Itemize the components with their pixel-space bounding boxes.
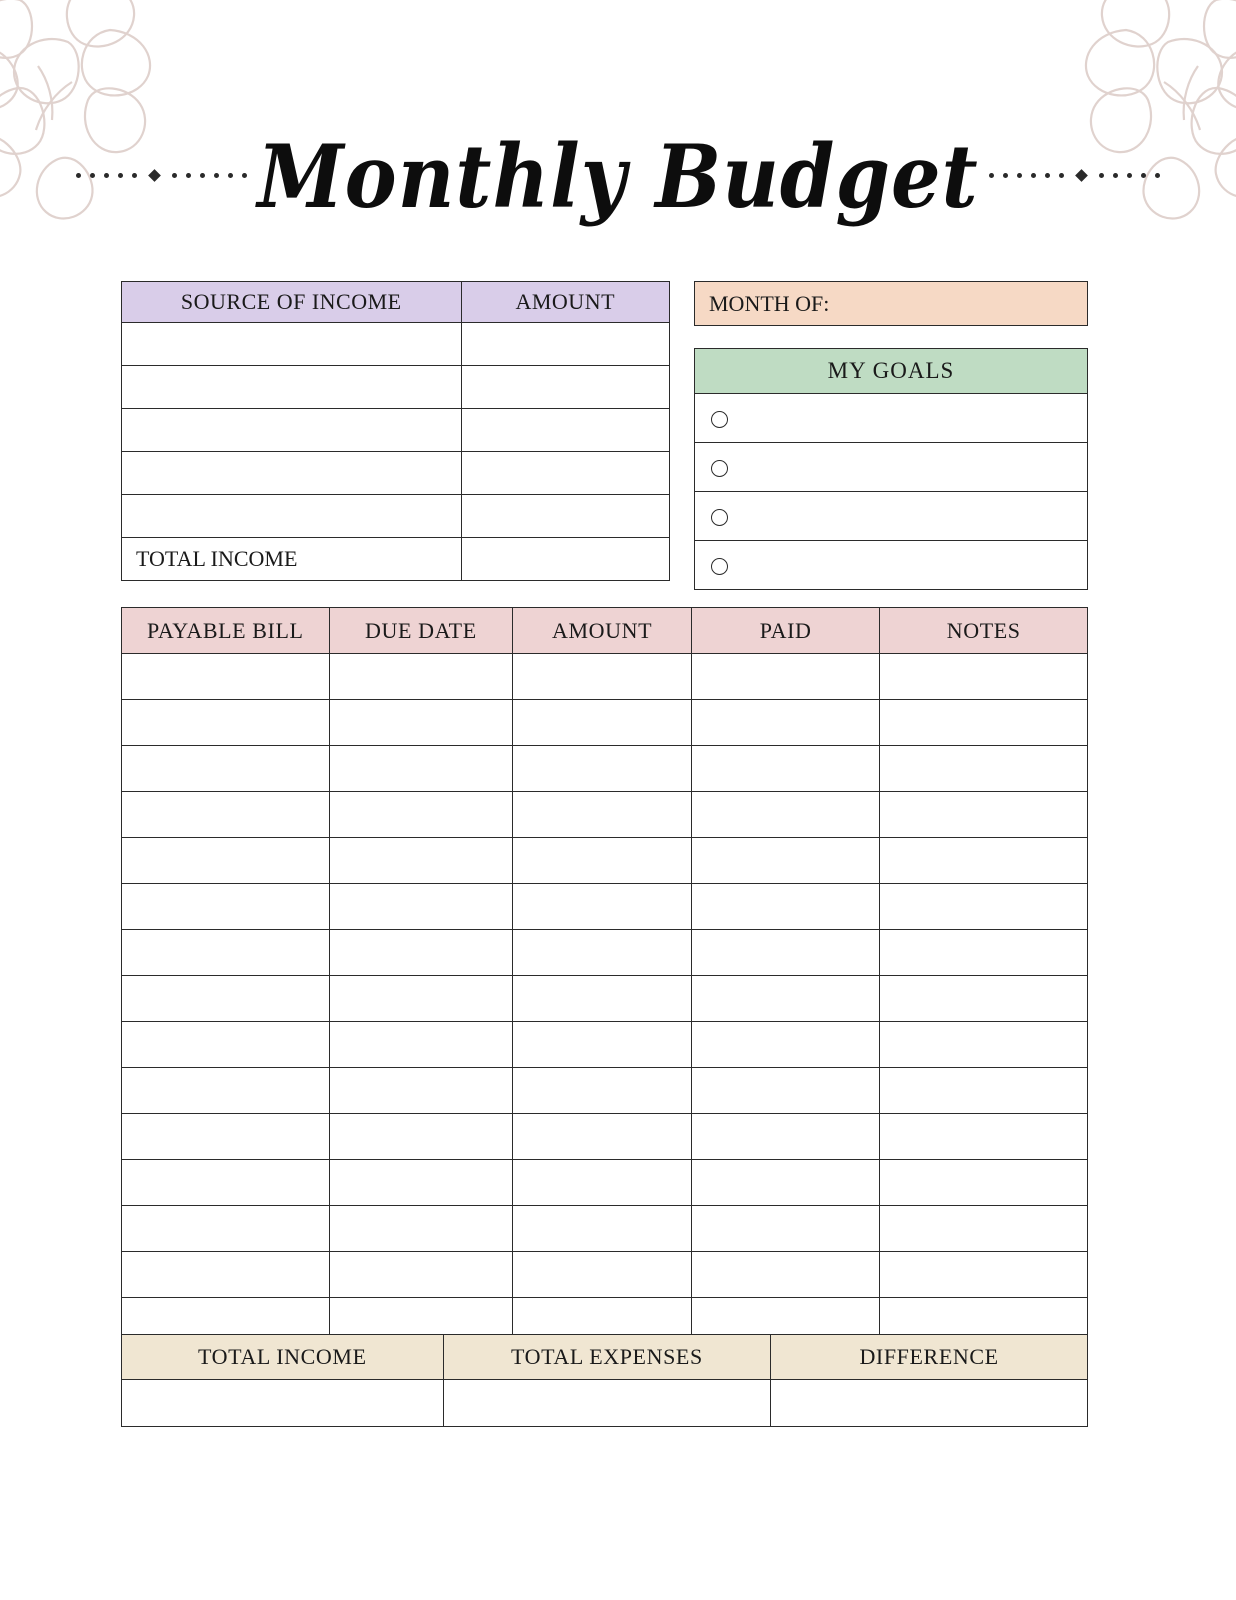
bill-notes-cell[interactable]	[880, 1160, 1088, 1206]
bill-paid-cell[interactable]	[691, 838, 879, 884]
income-amount-cell[interactable]	[461, 409, 669, 452]
bill-amount-cell[interactable]	[513, 1022, 692, 1068]
month-of-row	[695, 282, 1088, 326]
bill-name-cell[interactable]	[122, 1206, 330, 1252]
income-source-cell[interactable]	[122, 452, 462, 495]
bills-header-row	[122, 608, 1088, 654]
summary-difference-value[interactable]	[771, 1380, 1088, 1427]
bill-amount-cell[interactable]	[513, 838, 692, 884]
income-amount-cell[interactable]	[461, 495, 669, 538]
table-row	[122, 1068, 1088, 1114]
bill-amount-cell[interactable]	[513, 654, 692, 700]
table-row	[122, 452, 670, 495]
bill-notes-cell[interactable]	[880, 1206, 1088, 1252]
bill-paid-cell[interactable]	[691, 700, 879, 746]
bill-notes-cell[interactable]	[880, 700, 1088, 746]
bill-amount-cell[interactable]	[513, 1160, 692, 1206]
bill-paid-cell[interactable]	[691, 1206, 879, 1252]
bill-name-cell[interactable]	[122, 1252, 330, 1298]
income-total-value[interactable]	[461, 538, 669, 581]
bill-due-date-cell[interactable]	[329, 1252, 513, 1298]
goal-checkbox-circle-icon[interactable]	[711, 411, 728, 428]
table-row	[122, 1160, 1088, 1206]
summary-col-total-income: TOTAL INCOME	[122, 1335, 444, 1380]
bill-paid-cell[interactable]	[691, 930, 879, 976]
bill-name-cell[interactable]	[122, 700, 330, 746]
bill-amount-cell[interactable]	[513, 930, 692, 976]
bill-due-date-cell[interactable]	[329, 1160, 513, 1206]
bills-col-amount: AMOUNT	[513, 608, 692, 654]
bill-name-cell[interactable]	[122, 746, 330, 792]
income-table	[121, 281, 670, 581]
bill-due-date-cell[interactable]	[329, 1206, 513, 1252]
bill-amount-cell[interactable]	[513, 1206, 692, 1252]
bill-due-date-cell[interactable]	[329, 1022, 513, 1068]
bill-due-date-cell[interactable]	[329, 884, 513, 930]
page-title: Monthly Budget	[257, 126, 979, 229]
bill-notes-cell[interactable]	[880, 1114, 1088, 1160]
table-row	[122, 1206, 1088, 1252]
bill-notes-cell[interactable]	[880, 792, 1088, 838]
table-row	[122, 976, 1088, 1022]
income-source-cell[interactable]	[122, 323, 462, 366]
table-row	[122, 884, 1088, 930]
goal-cell[interactable]	[695, 443, 1088, 492]
bill-paid-cell[interactable]	[691, 1022, 879, 1068]
bill-due-date-cell[interactable]	[329, 1114, 513, 1160]
bill-notes-cell[interactable]	[880, 1252, 1088, 1298]
bill-due-date-cell[interactable]	[329, 930, 513, 976]
list-item	[695, 492, 1088, 541]
bill-due-date-cell[interactable]	[329, 792, 513, 838]
table-row	[122, 366, 670, 409]
month-of-label[interactable]: MONTH OF:	[695, 282, 1088, 326]
table-row	[122, 930, 1088, 976]
income-source-cell[interactable]	[122, 409, 462, 452]
bill-amount-cell[interactable]	[513, 1068, 692, 1114]
table-row	[122, 654, 1088, 700]
bills-col-notes: NOTES	[880, 608, 1088, 654]
table-row	[122, 1252, 1088, 1298]
bill-notes-cell[interactable]	[880, 1022, 1088, 1068]
month-of-box	[694, 281, 1088, 326]
table-row	[122, 746, 1088, 792]
summary-total-income-value[interactable]	[122, 1380, 444, 1427]
summary-table	[121, 1334, 1088, 1427]
bill-due-date-cell[interactable]	[329, 838, 513, 884]
bill-name-cell[interactable]	[122, 884, 330, 930]
income-total-row	[122, 538, 670, 581]
bills-col-due-date: DUE DATE	[329, 608, 513, 654]
table-row	[122, 409, 670, 452]
list-item	[695, 541, 1088, 590]
income-header-row	[122, 282, 670, 323]
table-row	[122, 1114, 1088, 1160]
summary-value-row	[122, 1380, 1088, 1427]
table-row	[122, 700, 1088, 746]
goals-header-row	[695, 349, 1088, 394]
bill-amount-cell[interactable]	[513, 700, 692, 746]
bill-name-cell[interactable]	[122, 930, 330, 976]
goal-checkbox-circle-icon[interactable]	[711, 460, 728, 477]
dotted-rule-right-icon	[989, 171, 1160, 186]
bill-amount-cell[interactable]	[513, 1114, 692, 1160]
bill-notes-cell[interactable]	[880, 1068, 1088, 1114]
income-source-cell[interactable]	[122, 495, 462, 538]
bill-notes-cell[interactable]	[880, 654, 1088, 700]
bill-due-date-cell[interactable]	[329, 654, 513, 700]
income-source-cell[interactable]	[122, 366, 462, 409]
dotted-rule-left-icon	[76, 171, 247, 186]
bill-notes-cell[interactable]	[880, 930, 1088, 976]
table-row	[122, 838, 1088, 884]
bill-paid-cell[interactable]	[691, 884, 879, 930]
income-amount-cell[interactable]	[461, 323, 669, 366]
bills-col-paid: PAID	[691, 608, 879, 654]
table-row	[122, 1022, 1088, 1068]
bill-paid-cell[interactable]	[691, 1114, 879, 1160]
income-amount-cell[interactable]	[461, 366, 669, 409]
bill-notes-cell[interactable]	[880, 884, 1088, 930]
bill-name-cell[interactable]	[122, 654, 330, 700]
income-col-amount: AMOUNT	[461, 282, 669, 323]
bill-paid-cell[interactable]	[691, 1068, 879, 1114]
bills-table	[121, 607, 1088, 1344]
bill-paid-cell[interactable]	[691, 792, 879, 838]
goal-cell[interactable]	[695, 492, 1088, 541]
goal-cell[interactable]	[695, 394, 1088, 443]
list-item	[695, 394, 1088, 443]
bill-amount-cell[interactable]	[513, 792, 692, 838]
summary-col-total-expenses: TOTAL EXPENSES	[443, 1335, 770, 1380]
bill-name-cell[interactable]	[122, 838, 330, 884]
bill-paid-cell[interactable]	[691, 1252, 879, 1298]
bill-amount-cell[interactable]	[513, 1252, 692, 1298]
bill-paid-cell[interactable]	[691, 976, 879, 1022]
bill-due-date-cell[interactable]	[329, 976, 513, 1022]
summary-col-difference: DIFFERENCE	[771, 1335, 1088, 1380]
bill-notes-cell[interactable]	[880, 838, 1088, 884]
bill-name-cell[interactable]	[122, 1068, 330, 1114]
bill-amount-cell[interactable]	[513, 884, 692, 930]
bill-due-date-cell[interactable]	[329, 700, 513, 746]
bill-paid-cell[interactable]	[691, 746, 879, 792]
income-total-label: TOTAL INCOME	[122, 538, 462, 581]
table-row	[122, 792, 1088, 838]
summary-total-expenses-value[interactable]	[443, 1380, 770, 1427]
bill-notes-cell[interactable]	[880, 976, 1088, 1022]
goal-checkbox-circle-icon[interactable]	[711, 558, 728, 575]
income-amount-cell[interactable]	[461, 452, 669, 495]
bill-paid-cell[interactable]	[691, 1160, 879, 1206]
bill-paid-cell[interactable]	[691, 654, 879, 700]
table-row	[122, 495, 670, 538]
goals-table	[694, 348, 1088, 590]
table-row	[122, 323, 670, 366]
bill-notes-cell[interactable]	[880, 746, 1088, 792]
bill-name-cell[interactable]	[122, 976, 330, 1022]
page-title-row	[0, 118, 1236, 238]
bill-amount-cell[interactable]	[513, 976, 692, 1022]
bill-name-cell[interactable]	[122, 792, 330, 838]
list-item	[695, 443, 1088, 492]
income-col-source: SOURCE OF INCOME	[122, 282, 462, 323]
bills-col-payable-bill: PAYABLE BILL	[122, 608, 330, 654]
goals-header: MY GOALS	[695, 349, 1088, 394]
bill-amount-cell[interactable]	[513, 746, 692, 792]
bill-name-cell[interactable]	[122, 1022, 330, 1068]
bill-name-cell[interactable]	[122, 1160, 330, 1206]
bill-due-date-cell[interactable]	[329, 746, 513, 792]
goal-cell[interactable]	[695, 541, 1088, 590]
summary-header-row	[122, 1335, 1088, 1380]
goal-checkbox-circle-icon[interactable]	[711, 509, 728, 526]
bill-due-date-cell[interactable]	[329, 1068, 513, 1114]
bill-name-cell[interactable]	[122, 1114, 330, 1160]
